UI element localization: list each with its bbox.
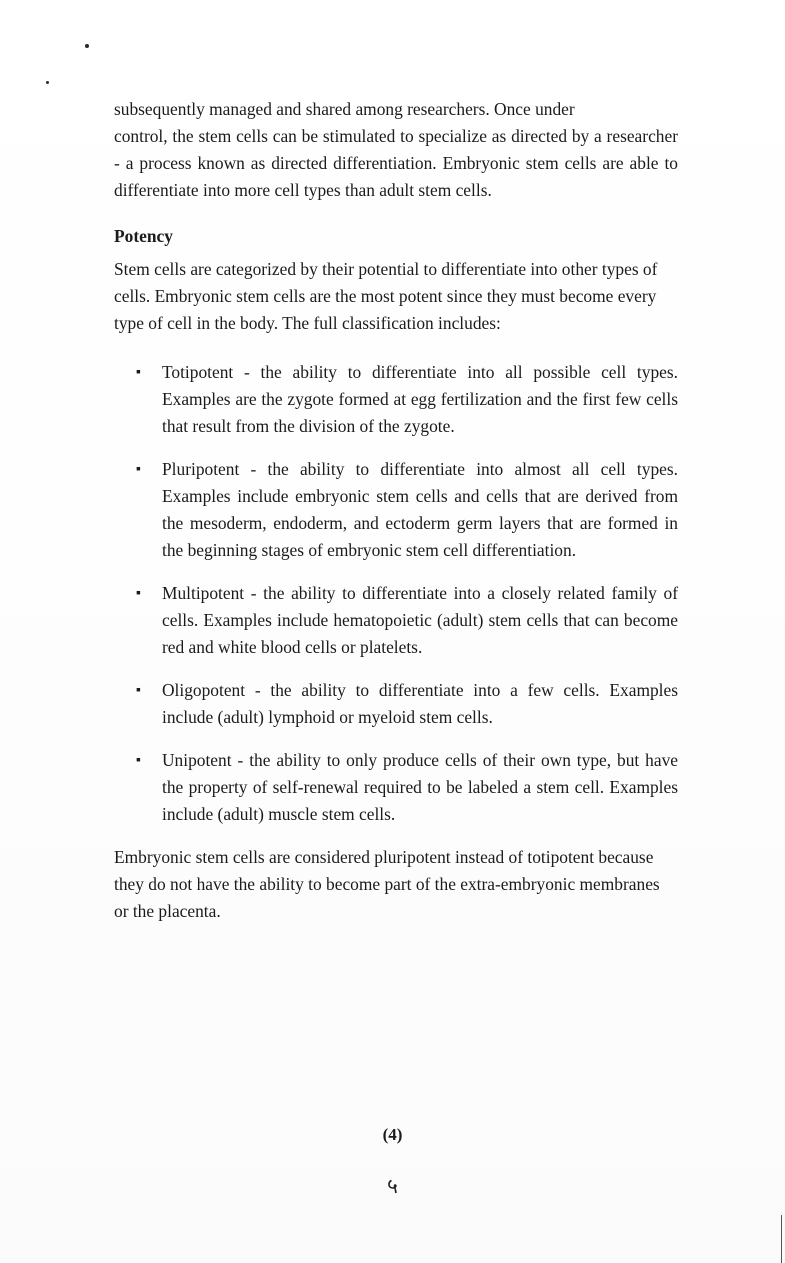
list-item-oligopotent bbox=[114, 677, 678, 731]
list-item-text: Oligopotent - the ability to differentiate into a few cells. Examples include (adult) lymphoid or myeloid stem cells. bbox=[162, 680, 678, 727]
list-item-pluripotent bbox=[114, 456, 678, 564]
list-item-unipotent bbox=[114, 747, 678, 828]
potency-intro-paragraph: Stem cells are categorized by their potential to differentiate into other types of cells. Embryonic stem cells are the most potent since they must become every type of cell in the body. The full classification includes: bbox=[114, 259, 658, 333]
list-item-totipotent bbox=[114, 359, 678, 440]
list-item-text: Multipotent - the ability to differentiate into a closely related family of cells. Examples include hematopoietic (adult) stem cells that can become red and white blood cells or platelets. bbox=[162, 583, 678, 657]
section-heading: Potency bbox=[114, 226, 173, 246]
scan-edge-line bbox=[781, 1215, 782, 1263]
bullet-icon: ▪ bbox=[136, 586, 141, 601]
bullet-icon: ▪ bbox=[136, 753, 141, 768]
directed-differentiation-paragraph: control, the stem cells can be stimulated to specialize as directed by a researcher - a process known as directed differentiation. Embryonic stem cells are able to differentiate into more cell types than adult stem cells. bbox=[114, 126, 678, 200]
bullet-icon: ▪ bbox=[136, 462, 141, 477]
bullet-icon: ▪ bbox=[136, 683, 141, 698]
ink-speck bbox=[85, 44, 89, 48]
page-number: (4) bbox=[382, 1125, 403, 1144]
bullet-icon: ▪ bbox=[136, 365, 141, 380]
handwritten-page-mark: ५ bbox=[387, 1174, 398, 1198]
list-item-multipotent bbox=[114, 580, 678, 661]
potency-list bbox=[114, 359, 678, 828]
intro-paragraph: subsequently managed and shared among researchers. Once under bbox=[114, 99, 575, 119]
ink-speck bbox=[46, 81, 49, 84]
list-item-text: Unipotent - the ability to only produce cells of their own type, but have the property of self-renewal required to be labeled a stem cell. Examples include (adult) muscle stem cells. bbox=[162, 750, 678, 824]
document-body bbox=[114, 96, 678, 925]
list-item-text: Pluripotent - the ability to differentiate into almost all cell types. Examples include embryonic stem cells and cells that are derived from the mesoderm, endoderm, and ectoderm germ layers that are formed in the beginning stages of embryonic stem cell differentiation. bbox=[162, 459, 678, 560]
list-item-text: Totipotent - the ability to differentiate into all possible cell types. Examples are the zygote formed at egg fertilization and the first few cells that result from the division of the zygote. bbox=[162, 362, 678, 436]
closing-paragraph: Embryonic stem cells are considered pluripotent instead of totipotent because they do not have the ability to become part of the extra-embryonic membranes or the placenta. bbox=[114, 847, 660, 921]
